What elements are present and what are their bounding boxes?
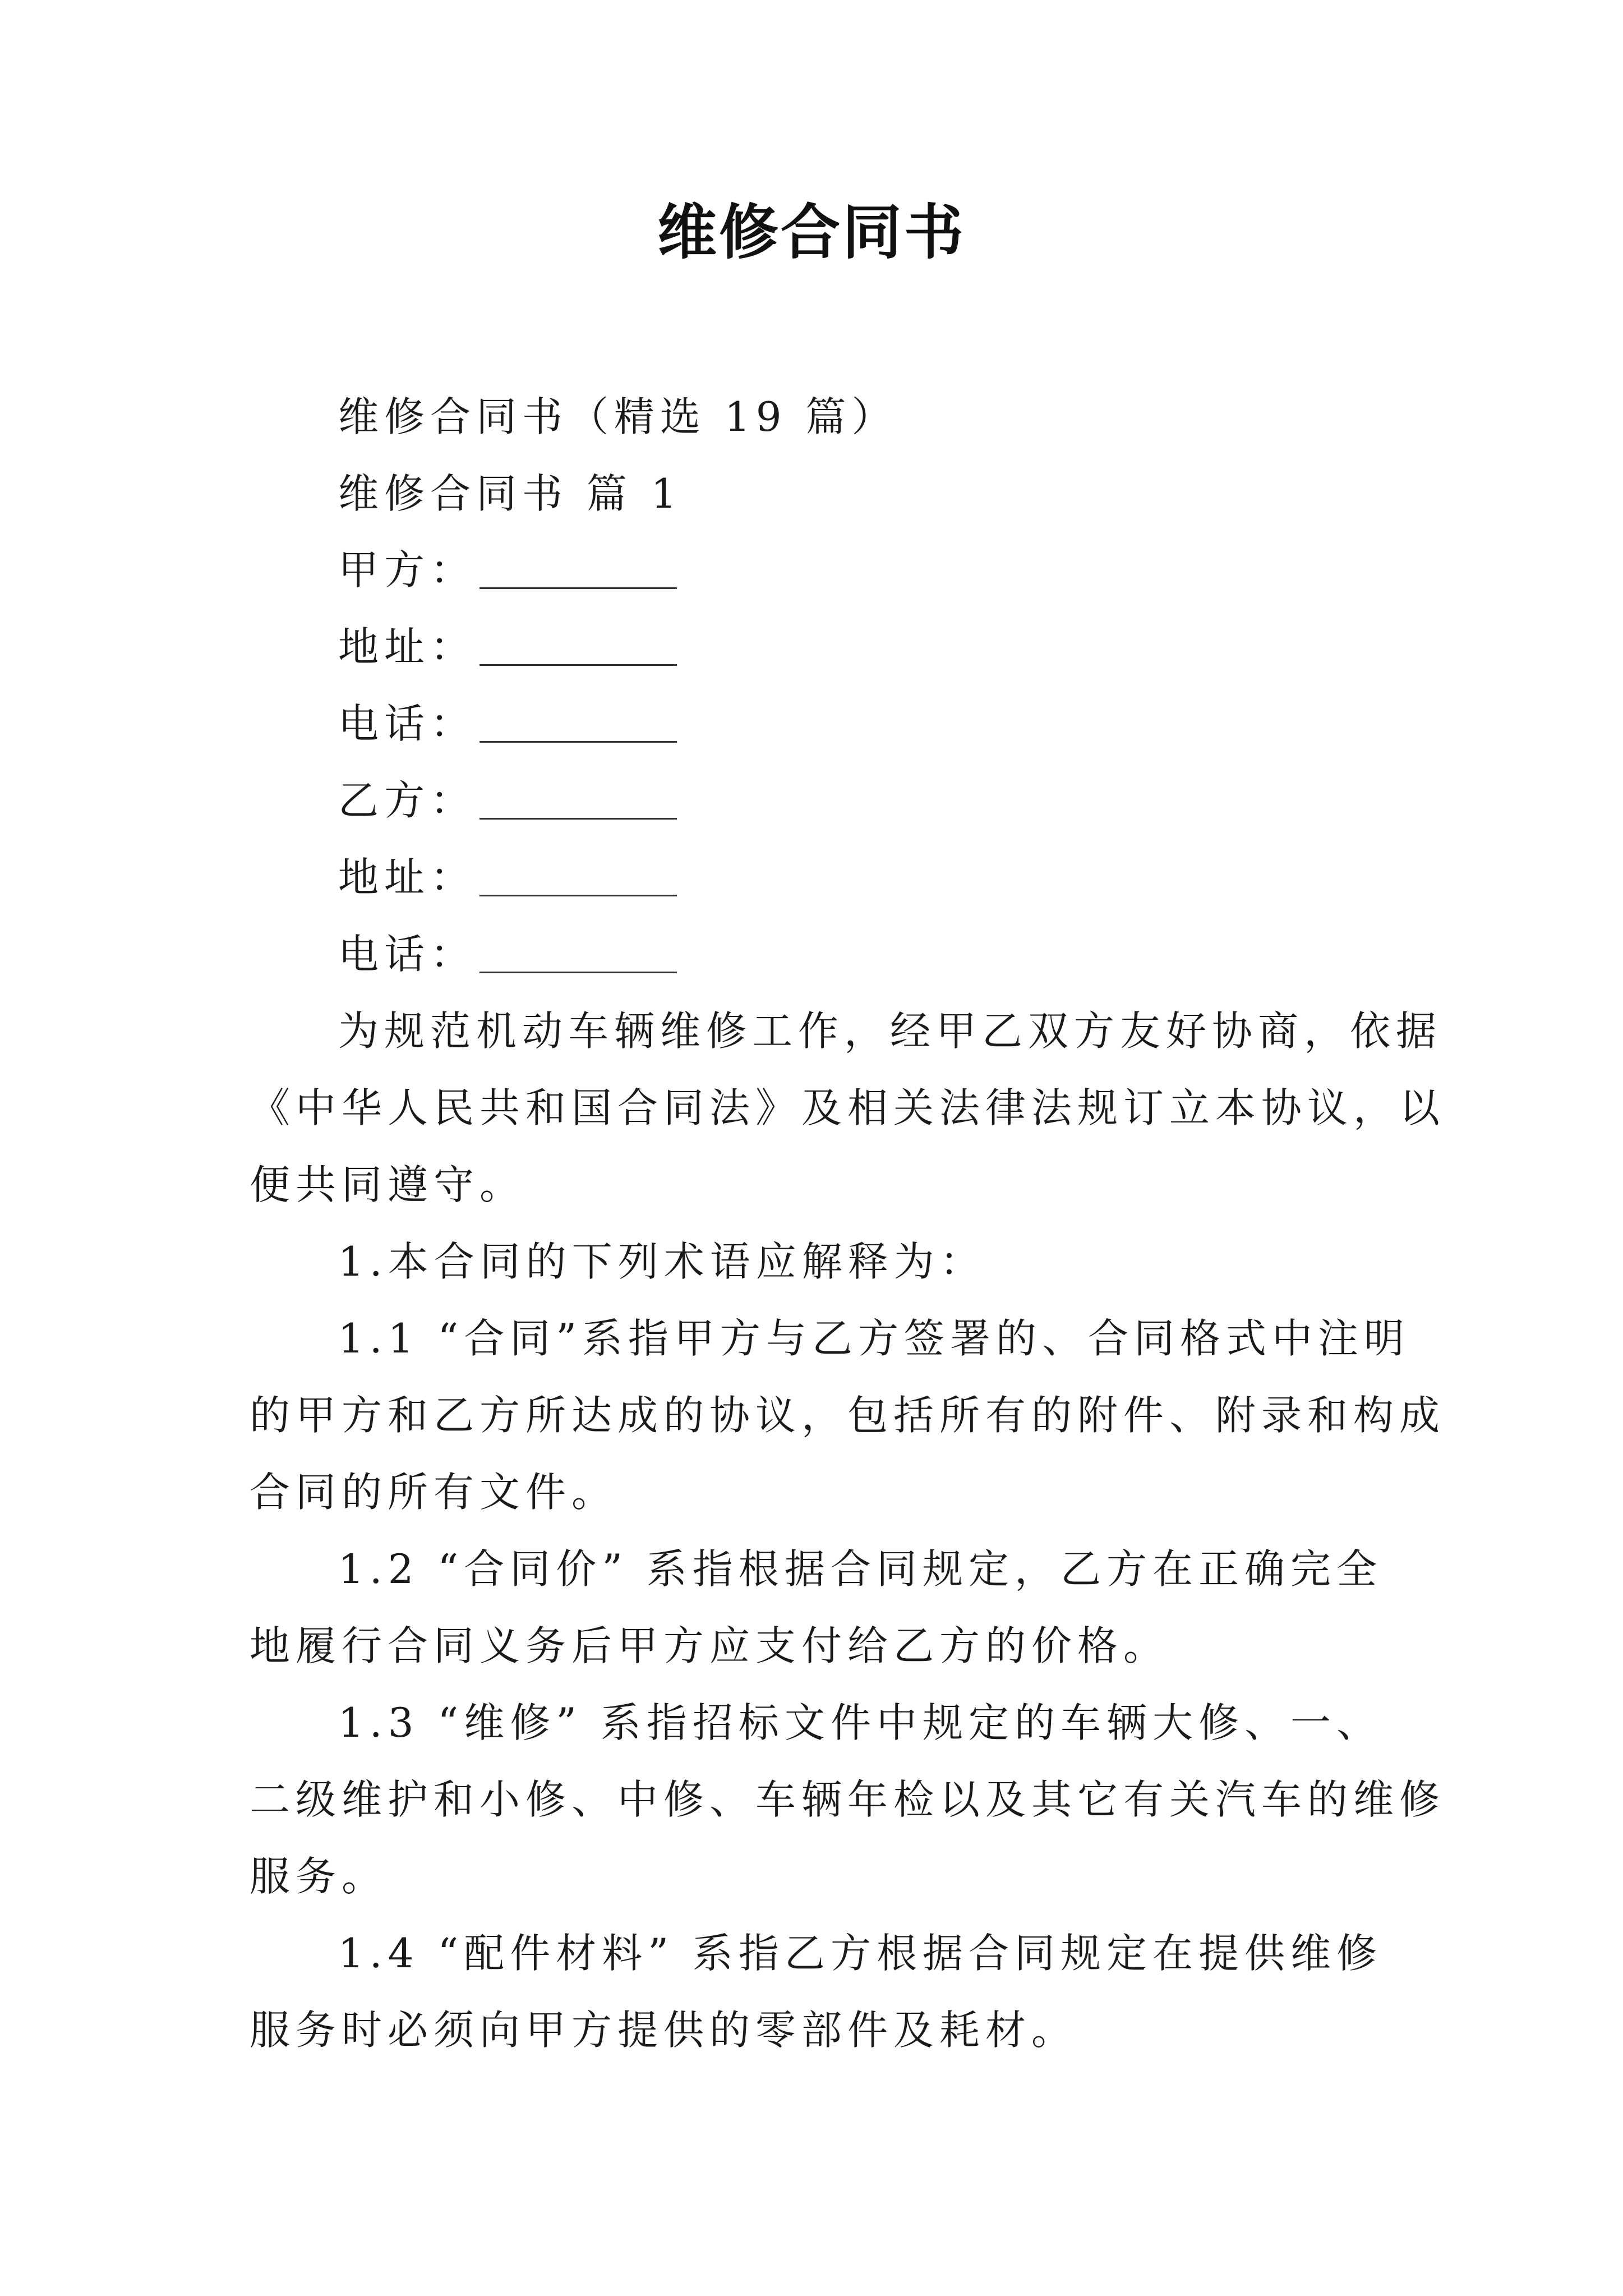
party-a-field: [338, 537, 677, 596]
field-label: 地址：: [338, 623, 477, 670]
paragraph-line: 便共同遵守。: [250, 1161, 526, 1208]
paragraph-line: 的甲方和乙方所达成的协议，包括所有的附件、附录和构成: [250, 1392, 1446, 1439]
paragraph-line: 二级维护和小修、中修、车辆年检以及其它有关汽车的维修: [250, 1776, 1446, 1823]
party-b-address-field: [338, 845, 677, 903]
party-b-blank[interactable]: [479, 784, 677, 820]
party-a-address-blank[interactable]: [479, 631, 677, 666]
paragraph-line: 1.本合同的下列术语应解释为：: [338, 1238, 986, 1285]
party-a-phone-blank[interactable]: [479, 707, 677, 743]
paragraph-line: 地履行合同义务后甲方应支付给乙方的价格。: [250, 1622, 1170, 1669]
paragraph-line: 1.3 “维修” 系指招标文件中规定的车辆大修、一、: [338, 1699, 1382, 1746]
paragraph-line: 1.1 “合同”系指甲方与乙方签署的、合同格式中注明: [338, 1315, 1410, 1362]
paragraph-line: 合同的所有文件。: [250, 1469, 618, 1516]
field-label: 地址：: [338, 854, 477, 901]
field-label: 乙方：: [338, 777, 477, 824]
party-b-address-blank[interactable]: [479, 861, 677, 896]
paragraph-line: 1.4 “配件材料” 系指乙方根据合同规定在提供维修: [338, 1930, 1382, 1977]
party-a-address-field: [338, 614, 677, 673]
field-label: 电话：: [338, 931, 477, 978]
paragraph-line: 《中华人民共和国合同法》及相关法律法规订立本协议，以: [250, 1084, 1446, 1131]
document-subtitle: 维修合同书（精选 19 篇）: [338, 393, 898, 440]
field-label: 电话：: [338, 700, 477, 747]
paragraph-line: 服务。: [250, 1853, 388, 1900]
party-b-phone-blank[interactable]: [479, 938, 677, 973]
party-a-phone-field: [338, 691, 677, 749]
paragraph-line: 为规范机动车辆维修工作，经甲乙双方友好协商，依据: [338, 1007, 1442, 1055]
party-a-blank[interactable]: [479, 554, 677, 589]
paragraph-line: 1.2 “合同价” 系指根据合同规定，乙方在正确完全: [338, 1545, 1382, 1593]
section-heading: 维修合同书 篇 1: [338, 470, 683, 517]
field-label: 甲方：: [338, 546, 477, 593]
paragraph-line: 服务时必须向甲方提供的零部件及耗材。: [250, 2007, 1078, 2054]
document-title: 维修合同书: [657, 198, 966, 267]
party-b-field: [338, 768, 677, 826]
party-b-phone-field: [338, 922, 677, 980]
